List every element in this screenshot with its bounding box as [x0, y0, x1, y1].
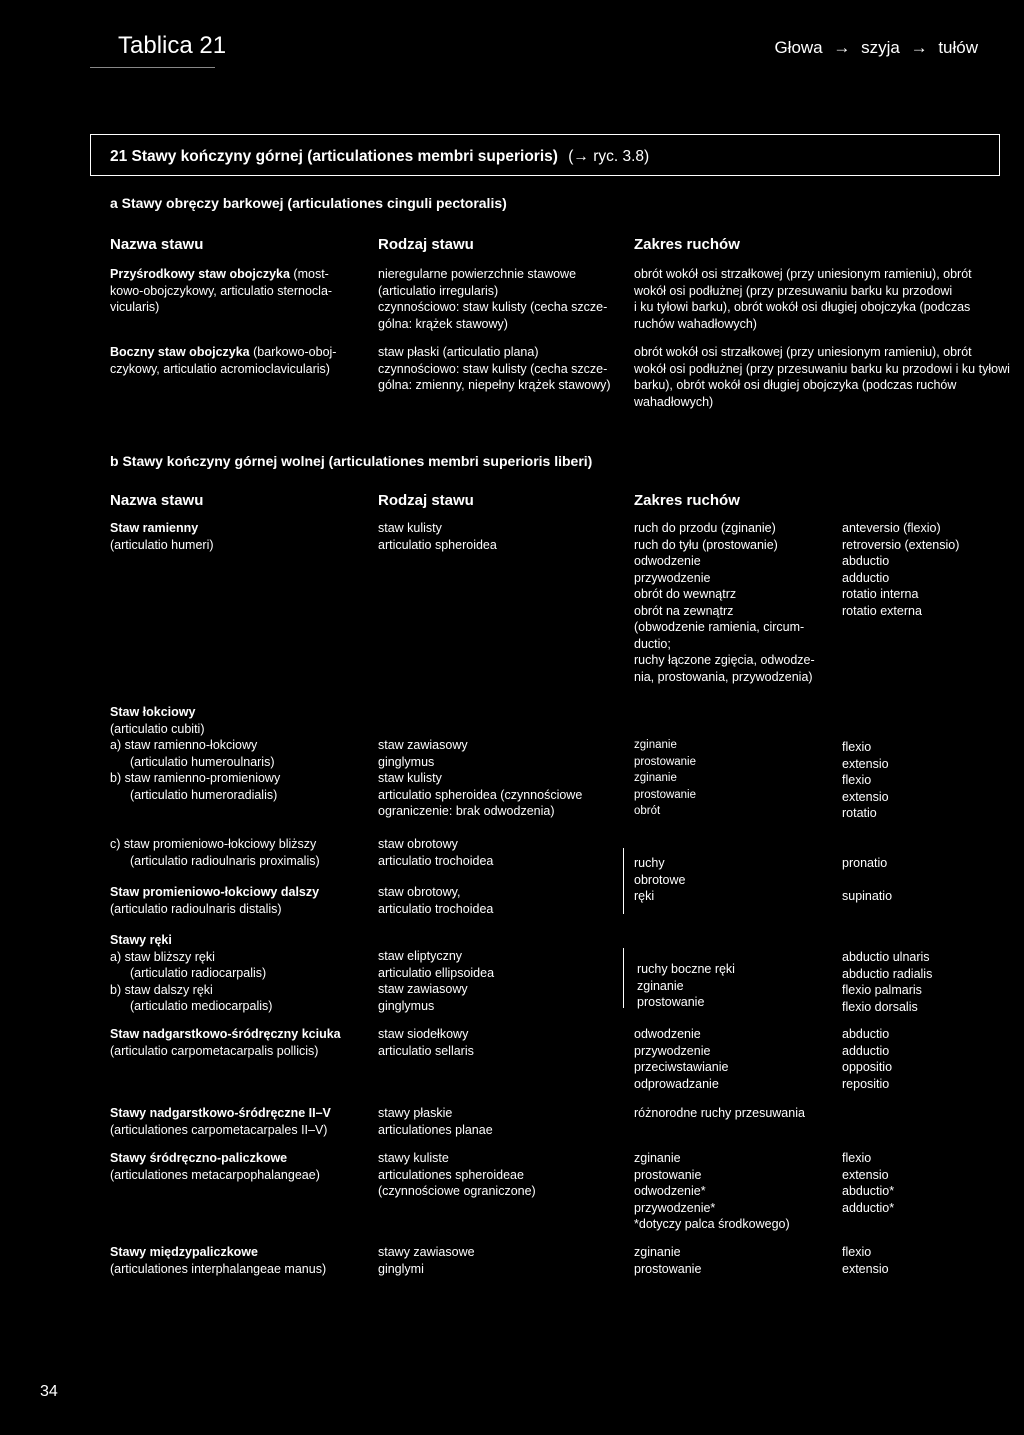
joint-name	[110, 1026, 341, 1059]
joint-name	[110, 266, 332, 316]
joint-type	[378, 1105, 493, 1138]
range-line: odwodzenie*	[634, 1184, 706, 1198]
range-line: zginanie	[634, 772, 677, 784]
joint-type	[378, 836, 493, 869]
joint-type-line: stawy płaskie	[378, 1106, 453, 1120]
joint-type-line: articulatio ellipsoidea	[378, 965, 495, 980]
range-line: przywodzenie*	[634, 1200, 716, 1215]
joint-type-line: ograniczenie: brak odwodzenia)	[378, 804, 555, 818]
range-latin: adductio	[842, 570, 890, 585]
joint-range-latin	[842, 739, 889, 822]
joint-type	[378, 1150, 536, 1200]
range-latin: anteversio (flexio)	[842, 521, 941, 535]
joint-name	[110, 1150, 320, 1183]
joint-type-line: staw płaski (articulatio plana)	[378, 345, 539, 359]
range-latin: extensio	[842, 756, 889, 771]
joint-type-line: articulatio trochoidea	[378, 853, 494, 868]
range-latin: flexio	[842, 1151, 872, 1165]
joint-type-line: articulatio spheroidea	[378, 537, 497, 552]
range-line: prostowanie	[634, 1167, 702, 1182]
range-line: ruch do tyłu (prostowanie)	[634, 537, 778, 552]
range-line: prostowanie	[634, 788, 697, 801]
joint-name-rest: (most-	[289, 267, 329, 281]
joint-type	[378, 737, 582, 820]
range-line: prostowanie	[634, 755, 697, 768]
joint-range	[634, 1244, 701, 1277]
joint-type-line: staw obrotowy,	[378, 885, 461, 899]
joint-range	[634, 1026, 728, 1092]
range-line: obrót na zewnątrz	[634, 603, 734, 618]
column-header-type: Rodzaj stawu	[378, 492, 474, 509]
joint-name-bold: Staw łokciowy	[110, 705, 196, 719]
range-latin: abductio	[842, 554, 890, 568]
joint-type-line: staw zawiasowy	[378, 982, 468, 996]
range-latin: oppositio	[842, 1060, 893, 1074]
plate-title: Tablica 21	[118, 32, 227, 59]
range-latin: repositio	[842, 1076, 890, 1091]
range-latin: rotatio externa	[842, 603, 922, 618]
joint-range-line: wokół osi podłużnej (przy przesuwaniu barku ku przodowi i ku tyłowi	[634, 361, 1010, 376]
breadcrumb-item: Głowa	[774, 38, 823, 57]
joint-type-line: articulationes spheroideae	[378, 1167, 524, 1182]
joint-type-line: nieregularne powierzchnie stawowe	[378, 267, 577, 281]
joint-type-line: staw eliptyczny	[378, 949, 463, 963]
range-line: obrotowe	[634, 872, 686, 887]
joint-type-line: articulatio sellaris	[378, 1043, 474, 1058]
joint-type-line: (articulatio irregularis)	[378, 283, 499, 298]
range-line: ruch do przodu (zginanie)	[634, 521, 776, 535]
range-latin: adductio	[842, 1043, 890, 1058]
joint-name-line: (articulatio radioulnaris proximalis)	[130, 853, 320, 868]
joint-range-latin	[842, 1244, 889, 1277]
range-latin: abductio	[842, 1027, 890, 1041]
column-header-range: Zakres ruchów	[634, 236, 740, 253]
joint-type	[378, 344, 611, 394]
column-header-type: Rodzaj stawu	[378, 236, 474, 253]
range-line: przywodzenie	[634, 570, 711, 585]
joint-name-line: (articulatio cubiti)	[110, 721, 205, 736]
joint-name	[110, 932, 272, 1015]
joint-name-bold: Stawy śródręczno-paliczkowe	[110, 1151, 288, 1165]
range-latin: flexio	[842, 1245, 872, 1259]
joint-range-line: i ku tyłowi barku), obrót wokół osi długiej obojczyka (podczas	[634, 300, 971, 314]
range-latin: flexio	[842, 773, 872, 787]
range-line: ruchy boczne ręki	[637, 962, 735, 976]
joint-range-line: obrót wokół osi strzałkowej (przy uniesionym ramieniu), obrót	[634, 267, 972, 281]
range-line: różnorodne ruchy przesuwania	[634, 1106, 805, 1120]
arrow-icon: →	[910, 38, 928, 57]
joint-name-bold: Przyśrodkowy staw obojczyka	[110, 267, 290, 281]
joint-range	[634, 344, 1010, 410]
joint-type	[378, 1244, 475, 1277]
joint-name	[110, 884, 319, 917]
range-line: ruchy łączone zgięcia, odwodze-	[634, 653, 815, 667]
joint-type-line: stawy kuliste	[378, 1151, 449, 1165]
range-line: zginanie	[634, 1151, 681, 1165]
joint-type	[378, 266, 607, 332]
range-latin: pronatio	[842, 856, 888, 870]
joint-name-line: (articulatio radiocarpalis)	[130, 966, 267, 980]
joint-type	[378, 884, 493, 917]
joint-name-bold: Stawy międzypaliczkowe	[110, 1245, 258, 1259]
joint-name-line: kowo-obojczykowy, articulatio sternocla-	[110, 283, 333, 298]
joint-name-line: b) staw dalszy ręki	[110, 982, 213, 997]
joint-name-line: (articulatio radioulnaris distalis)	[110, 901, 282, 916]
joint-name-line: c) staw promieniowo-łokciowy bliższy	[110, 837, 317, 851]
joint-name-line: (articulationes interphalangeae manus)	[110, 1261, 327, 1276]
range-latin: extensio	[842, 1167, 889, 1182]
range-line: odwodzenie	[634, 1027, 701, 1041]
joint-name	[110, 704, 280, 803]
joint-range	[637, 961, 735, 1011]
range-line: zginanie	[634, 1245, 681, 1259]
joint-type-line: articulationes planae	[378, 1122, 493, 1137]
range-line: odwodzenie	[634, 554, 701, 568]
range-line: *dotyczy palca środkowego)	[634, 1217, 790, 1231]
range-line: obrót	[634, 805, 661, 817]
joint-type-line: stawy zawiasowe	[378, 1245, 475, 1259]
joint-name	[110, 836, 320, 869]
joint-name	[110, 1244, 326, 1277]
joint-type-line: ginglymi	[378, 1261, 424, 1276]
joint-name-line: czykowy, articulatio acromioclavicularis)	[110, 361, 330, 376]
joint-name-bold: Boczny staw obojczyka	[110, 345, 250, 359]
joint-range	[634, 737, 696, 820]
column-header-range: Zakres ruchów	[634, 492, 740, 509]
breadcrumb-item: tułów	[938, 38, 978, 57]
joint-range-line: wahadłowych)	[634, 394, 714, 409]
range-line: ręki	[634, 889, 655, 903]
joint-type-line: ginglymus	[378, 754, 435, 769]
joint-name	[110, 344, 336, 377]
joint-range-latin	[842, 949, 932, 1015]
joint-name-bold: Staw nadgarstkowo-śródręczny kciuka	[110, 1027, 341, 1041]
joint-range	[634, 1105, 805, 1122]
joint-type	[378, 1026, 474, 1059]
joint-type	[378, 520, 497, 553]
joint-type-line: czynnościowo: staw kulisty (cecha szcze-	[378, 361, 608, 376]
range-line: ruchy	[634, 856, 665, 870]
joint-name-line: b) staw ramienno-promieniowy	[110, 771, 281, 785]
joint-name-line: (articulationes metacarpophalangeae)	[110, 1167, 320, 1182]
joint-name-bold: Staw promieniowo-łokciowy dalszy	[110, 885, 320, 899]
joint-name	[110, 1105, 331, 1138]
range-latin: flexio dorsalis	[842, 999, 918, 1014]
joint-range-line: obrót wokół osi strzałkowej (przy uniesionym ramieniu), obrót	[634, 345, 972, 359]
joint-name-line: (articulatio humeri)	[110, 537, 214, 552]
range-latin: rotatio	[842, 806, 877, 820]
range-latin: supinatio	[842, 888, 893, 903]
column-header-name: Nazwa stawu	[110, 492, 204, 509]
joint-type-line: staw kulisty	[378, 771, 442, 785]
joint-name-line: (articulatio mediocarpalis)	[130, 999, 273, 1013]
title-underline	[90, 67, 215, 68]
joint-name-line: a) staw ramienno-łokciowy	[110, 738, 258, 752]
joint-range	[634, 266, 972, 332]
joint-range-line: wokół osi podłużnej (przy przesuwaniu barku ku przodowi	[634, 283, 953, 298]
range-line: prostowanie	[637, 995, 705, 1009]
range-line: nia, prostowania, przywodzenia)	[634, 669, 813, 684]
range-latin: abductio ulnaris	[842, 950, 930, 964]
table-title-text: 21 Stawy kończyny górnej (articulationes membri superioris)	[110, 148, 558, 165]
range-line: ductio;	[634, 636, 671, 651]
joint-name-line: vicularis)	[110, 300, 160, 314]
figure-ref: (→ ryc. 3.8)	[568, 148, 650, 165]
joint-type-line: (czynnościowe ograniczone)	[378, 1184, 536, 1198]
column-header-name: Nazwa stawu	[110, 236, 204, 253]
joint-name-line: (articulatio humeroulnaris)	[130, 754, 275, 769]
joint-range	[634, 1150, 790, 1233]
joint-range-line: ruchów wahadłowych)	[634, 316, 757, 331]
joint-name-rest: (barkowo-oboj-	[249, 345, 337, 359]
table-title	[110, 148, 649, 166]
range-line: obrót do wewnątrz	[634, 587, 737, 601]
range-line: odprowadzanie	[634, 1076, 719, 1091]
range-line: prostowanie	[634, 1261, 702, 1276]
section-b-title: b Stawy kończyny górnej wolnej (articulationes membri superioris liberi)	[110, 453, 593, 469]
joint-name-bold: Stawy ręki	[110, 933, 172, 947]
joint-type-line: czynnościowo: staw kulisty (cecha szcze-	[378, 300, 608, 314]
range-latin: extensio	[842, 1261, 889, 1276]
joint-type-line: staw siodełkowy	[378, 1027, 469, 1041]
bracket	[623, 848, 624, 914]
range-latin: extensio	[842, 789, 889, 804]
range-line: (obwodzenie ramienia, circum-	[634, 620, 805, 634]
range-line: zginanie	[637, 978, 684, 993]
joint-name	[110, 520, 214, 553]
joint-name-bold: Staw ramienny	[110, 521, 199, 535]
bracket	[623, 948, 624, 1008]
joint-range	[634, 855, 685, 905]
arrow-icon: →	[833, 38, 851, 57]
joint-range-latin	[842, 520, 959, 619]
range-latin: rotatio interna	[842, 587, 919, 601]
joint-type-line: staw zawiasowy	[378, 738, 468, 752]
breadcrumb-item: szyja	[861, 38, 900, 57]
joint-type-line: gólna: zmienny, niepełny krążek stawowy)	[378, 378, 611, 392]
page-number: 34	[40, 1383, 58, 1400]
joint-name-line: (articulatio carpometacarpalis pollicis)	[110, 1043, 319, 1058]
range-line: zginanie	[634, 739, 677, 751]
joint-type-line: gólna: krążek stawowy)	[378, 316, 508, 331]
joint-name-line: (articulatio humeroradialis)	[130, 787, 278, 802]
joint-type-line: staw obrotowy	[378, 837, 458, 851]
range-line: przywodzenie	[634, 1043, 711, 1058]
joint-name-bold: Stawy nadgarstkowo-śródręczne II–V	[110, 1106, 331, 1120]
joint-type	[378, 948, 494, 1014]
joint-range-latin	[842, 855, 892, 904]
joint-range-latin	[842, 1026, 892, 1092]
range-latin: abductio*	[842, 1184, 895, 1198]
joint-range	[634, 520, 815, 685]
joint-type-line: articulatio trochoidea	[378, 901, 494, 916]
joint-type-line: ginglymus	[378, 998, 435, 1013]
range-latin: adductio*	[842, 1200, 895, 1215]
joint-name-line: a) staw bliższy ręki	[110, 949, 215, 964]
range-line: przeciwstawianie	[634, 1060, 729, 1074]
range-latin: flexio palmaris	[842, 983, 922, 997]
joint-range-latin	[842, 1150, 894, 1216]
section-a-title: a Stawy obręczy barkowej (articulationes cinguli pectoralis)	[110, 195, 507, 211]
range-latin: abductio radialis	[842, 966, 933, 981]
joint-name-line: (articulationes carpometacarpales II–V)	[110, 1122, 328, 1137]
joint-range-line: barku), obrót wokół osi długiej obojczyka (podczas ruchów	[634, 378, 957, 392]
joint-type-line: articulatio spheroidea (czynnościowe	[378, 787, 583, 802]
range-latin: retroversio (extensio)	[842, 537, 960, 552]
breadcrumb	[774, 38, 978, 58]
range-latin: flexio	[842, 740, 872, 754]
joint-type-line: staw kulisty	[378, 521, 442, 535]
